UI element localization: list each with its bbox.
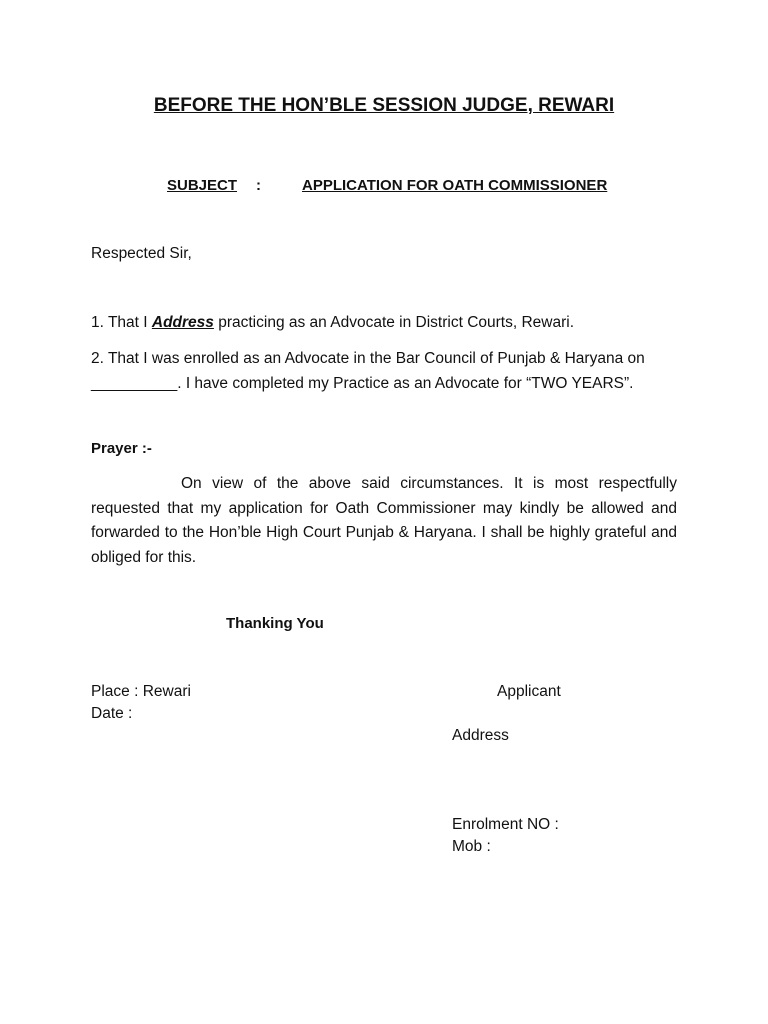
address-placeholder: Address [151,314,214,331]
paragraph-1 [91,314,574,332]
subject-colon: : [256,177,261,194]
greeting: Respected Sir, [91,245,192,262]
document-title [0,95,768,117]
mobile-label: Mob : [452,838,491,855]
document-title-text: BEFORE THE HON’BLE SESSION JUDGE, REWARI [153,95,615,116]
applicant-label: Applicant [497,683,561,700]
prayer-label: Prayer :- [91,440,152,457]
prayer-text: On view of the above said circumstances. It is most respectfully requested that my application for Oath Commissioner may kindly be allowed and forwarded to the Hon’ble High Court Punjab & Haryana. I shall be highly grateful and obliged for this. [91,475,677,566]
paragraph-1-suffix: practicing as an Advocate in District Courts, Rewari. [213,314,575,331]
paragraph-1-prefix: 1. That I [91,314,152,331]
subject-label: SUBJECT [167,177,238,194]
place-line: Place : Rewari [91,683,191,700]
address-label: Address [452,727,509,744]
subject-text: APPLICATION FOR OATH COMMISSIONER [302,177,608,194]
enrolment-label: Enrolment NO : [452,816,559,833]
date-line: Date : [91,705,133,722]
paragraph-2: 2. That I was enrolled as an Advocate in the Bar Council of Punjab & Haryana on __________. I have completed my Practice as an Advocate for “TWO YEARS”. [91,350,645,392]
closing-thanks: Thanking You [226,615,324,632]
